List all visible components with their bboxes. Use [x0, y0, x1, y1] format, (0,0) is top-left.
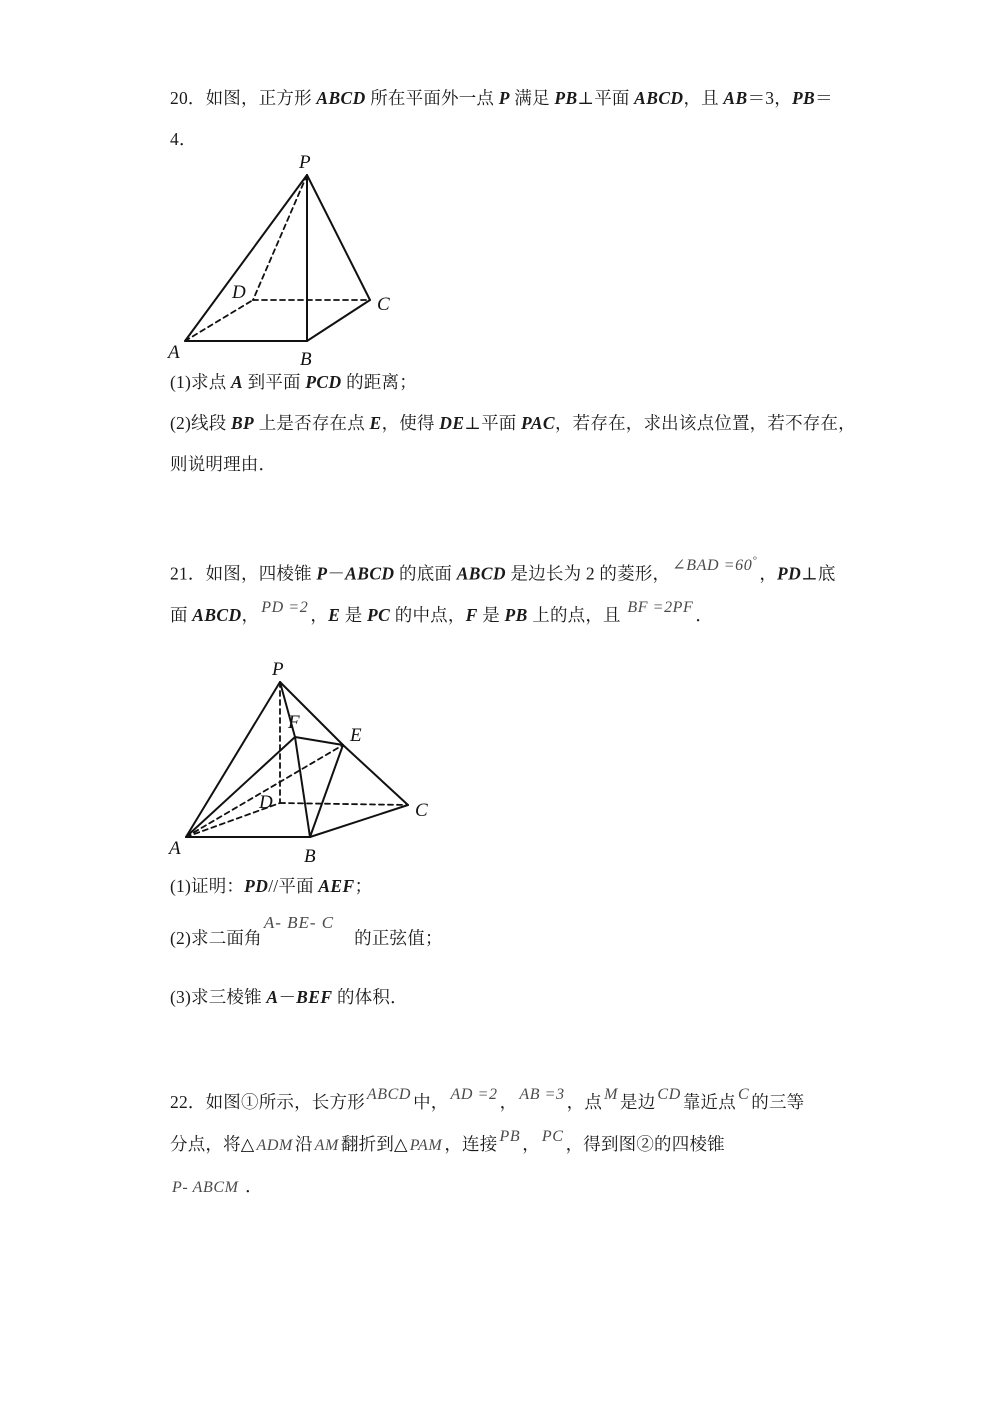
vertex-label-A: A: [168, 342, 180, 363]
problem-21-sub-2: (2)求二面角A- BE- C的正弦值；: [170, 913, 443, 948]
figure-20-solid-edges: [185, 175, 370, 341]
vertex-label-C: C: [415, 800, 428, 821]
problem-21-figure: [0, 660, 520, 870]
figure-20-vertex-labels: [166, 152, 390, 370]
figure-20-dashed-edges: [185, 175, 370, 341]
formula-cd: CD: [657, 1086, 681, 1103]
vertex-label-B: B: [300, 349, 312, 370]
formula-pd-equals-2: PD =2: [261, 599, 309, 617]
problem-21-stem-line-1: 21．如图，四棱锥 P－ABCD 的底面 ABCD 是边长为 2 的菱形， ∠BAD =60°，PD⊥底: [170, 555, 836, 584]
t: 20．如图，正方形: [170, 88, 317, 108]
formula-p-abcm: P- ABCM: [172, 1179, 239, 1196]
formula-c: C: [737, 1086, 750, 1103]
problem-20-sub-1: (1)求点 A 到平面 PCD 的距离；: [170, 372, 417, 392]
problem-22-stem-line-2: 分点，将△ ADM 沿 AM 翻折到△ PAM ，连接 PB ， PC ，得到图②的四棱锥: [170, 1128, 725, 1154]
formula-pc: PC: [541, 1128, 564, 1145]
problem-20-subquestions: [170, 362, 860, 485]
vertex-label-D: D: [259, 792, 273, 813]
problem-20-stem-line-2: 4．: [170, 129, 197, 149]
formula-am: AM: [314, 1137, 339, 1154]
formula-dihedral-a-be-c: A- BE- C: [263, 913, 335, 932]
problem-21-subquestions: [170, 866, 860, 1024]
formula-bf-equals-2pf: BF =2PF: [627, 599, 694, 617]
problem-21-sub-1: (1)证明：PD//平面 AEF；: [170, 876, 373, 896]
problem-20-sub-2: (2)线段 BP 上是否存在点 E，使得 DE⊥平面 PAC，若存在，求出该点位置，若不存在，: [170, 413, 856, 433]
vertex-label-B: B: [304, 846, 316, 867]
figure-21-svg: [0, 660, 520, 870]
figure-21-solid-edges: [186, 682, 408, 837]
vertex-label-A: A: [169, 838, 181, 859]
vertex-label-D: D: [232, 282, 246, 303]
formula-triangle-pam: PAM: [409, 1137, 443, 1154]
vertex-label-C: C: [377, 294, 390, 315]
problem-20-sub-3: 则说明理由．: [170, 454, 277, 474]
formula-triangle-adm: ADM: [256, 1137, 293, 1154]
vertex-label-E: E: [350, 725, 362, 746]
problem-22-stem-line-1: 22．如图①所示，长方形 ABCD 中， AD =2 ， AB =3 ，点 M 是边 CD 靠近点 C 的三等: [170, 1086, 805, 1112]
vertex-label-P: P: [272, 660, 284, 680]
figure-21-vertex-labels: [167, 660, 428, 867]
formula-angle-bad: ∠BAD =60°: [672, 555, 758, 575]
formula-ab-equals-3: AB =3: [519, 1086, 565, 1103]
vertex-label-P: P: [299, 152, 311, 173]
figure-21-dashed-edges: [186, 682, 408, 837]
problem-20-stem-line-1: 20．如图，正方形 ABCD 所在平面外一点 P 满足 PB⊥平面 ABCD，且 AB＝3，PB＝: [170, 88, 833, 108]
problem-21-stem: [170, 550, 860, 637]
problem-20-figure: [0, 150, 520, 380]
formula-pb: PB: [499, 1128, 521, 1145]
figure-20-svg: [0, 150, 520, 380]
problem-20-stem: [170, 78, 860, 160]
formula-m: M: [604, 1086, 619, 1103]
problem-21-stem-line-2: 面 ABCD， PD =2 ，E 是 PC 的中点，F 是 PB 上的点，且 BF =2PF ．: [170, 599, 714, 626]
problem-22-stem: [170, 1082, 860, 1208]
formula-ad-equals-2: AD =2: [450, 1086, 498, 1103]
problem-21-sub-3: (3)求三棱锥 A－BEF 的体积．: [170, 987, 408, 1007]
vertex-label-F: F: [288, 712, 300, 733]
problem-22-stem-line-3: P- ABCM ．: [172, 1176, 263, 1196]
formula-abcd: ABCD: [366, 1086, 412, 1103]
